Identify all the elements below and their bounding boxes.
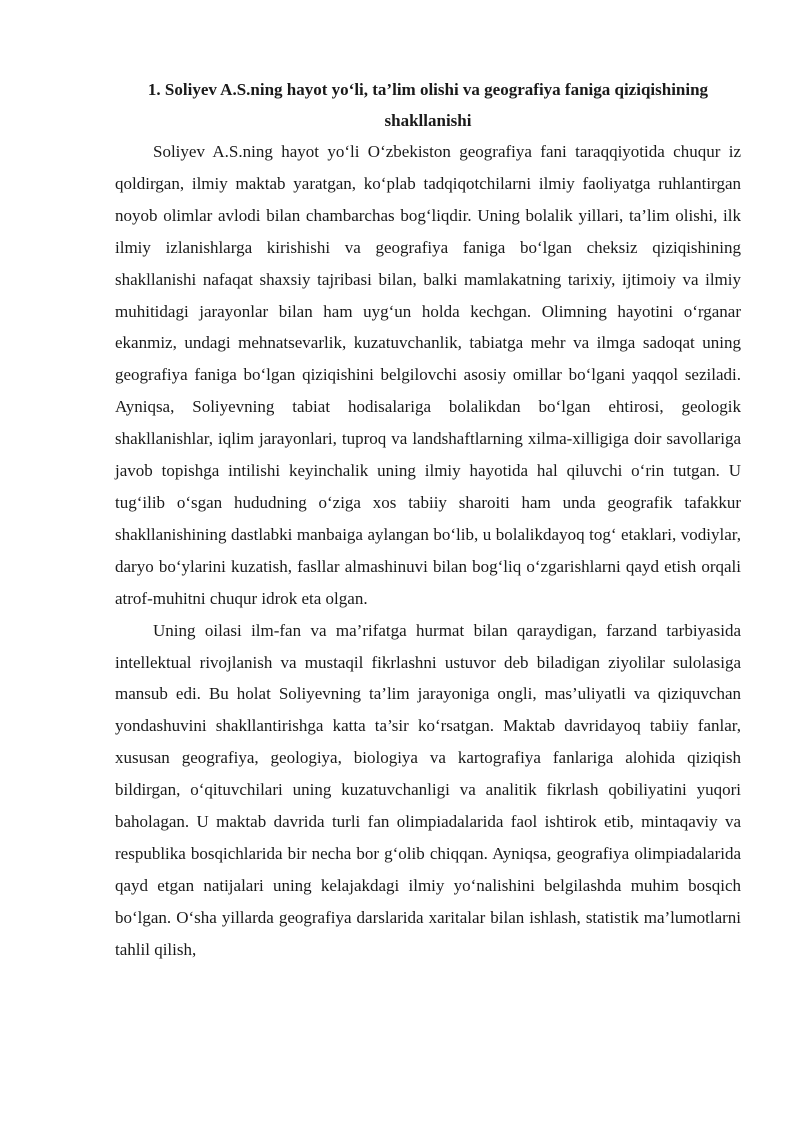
paragraph-1: Soliyev A.S.ning hayot yo‘li O‘zbekiston geografiya fani taraqqiyotida chuqur iz qoldirgan, ilmiy maktab yaratgan, ko‘plab tadqiqotchilarni ilmiy faoliyatga ruhlantirgan noyob olimlar avlodi bilan chambarchas bog‘liqdir. Uning bolalik yillari, ta’lim olishi, ilk ilmiy izlanishlarga kirishishi va geografiya faniga bo‘lgan cheksiz qiziqishining shakllanishi nafaqat shaxsiy tajribasi bilan, balki mamlakatning tarixiy, ijtimoiy va ilmiy muhitidagi jarayonlar bilan ham uyg‘un holda kechgan. Olimning hayotini o‘rganar ekanmiz, undagi mehnatsevarlik, kuzatuvchanlik, tabiatga mehr va ilmga sadoqat uning geografiya faniga bo‘lgan qiziqishini belgilovchi asosiy omillar bo‘lgani yaqqol seziladi. Ayniqsa, Soliyevning tabiat hodisalariga bolalikdan bo‘lgan ehtirosi, geologik shakllanishlar, iqlim jarayonlari, tuproq va landshaftlarning xilma-xilligiga doir savollariga javob topishga intilishi keyinchalik uning ilmiy hayotida hal qiluvchi o‘rin tutgan. U tug‘ilib o‘sgan hududning o‘ziga xos tabiiy sharoiti ham unda geografik tafakkur shakllanishining dastlabki manbaiga aylangan bo‘lib, u bolalikdayoq tog‘ etaklari, vodiylar, daryo bo‘ylarini kuzatish, fasllar almashinuvi bilan bog‘liq o‘zgarishlarni qayd etish orqali atrof-muhitni chuqur idrok eta olgan. xyxy=(115,142,741,608)
paragraph-2: Uning oilasi ilm-fan va ma’rifatga hurmat bilan qaraydigan, farzand tarbiyasida intellektual rivojlanish va mustaqil fikrlashni ustuvor deb biladigan ziyolilar sulolasiga mansub edi. Bu holat Soliyevning ta’lim jarayoniga ongli, mas’uliyatli va qiziquvchan yondashuvini shakllantirishga katta ta’sir ko‘rsatgan. Maktab davridayoq tabiiy fanlar, xususan geografiya, geologiya, biologiya va kartografiya fanlariga alohida qiziqish bildirgan, o‘qituvchilari uning kuzatuvchanligi va analitik fikrlash qobiliyatini yuqori baholagan. U maktab davrida turli fan olimpiadalarida faol ishtirok etib, mintaqaviy va respublika bosqichlarida bir necha bor g‘olib chiqqan. Ayniqsa, geografiya olimpiadalarida qayd etgan natijalari uning kelajakdagi ilmiy yo‘nalishini belgilashda muhim bosqich bo‘lgan. O‘sha yillarda geografiya darslarida xaritalar bilan ishlash, statistik ma’lumotlarni tahlil qilish, xyxy=(115,620,741,959)
section-title: 1. Soliyev A.S.ning hayot yo‘li, ta’lim olishi va geografiya faniga qiziqishining shakllanishi xyxy=(147,80,709,130)
document-body xyxy=(115,72,741,966)
